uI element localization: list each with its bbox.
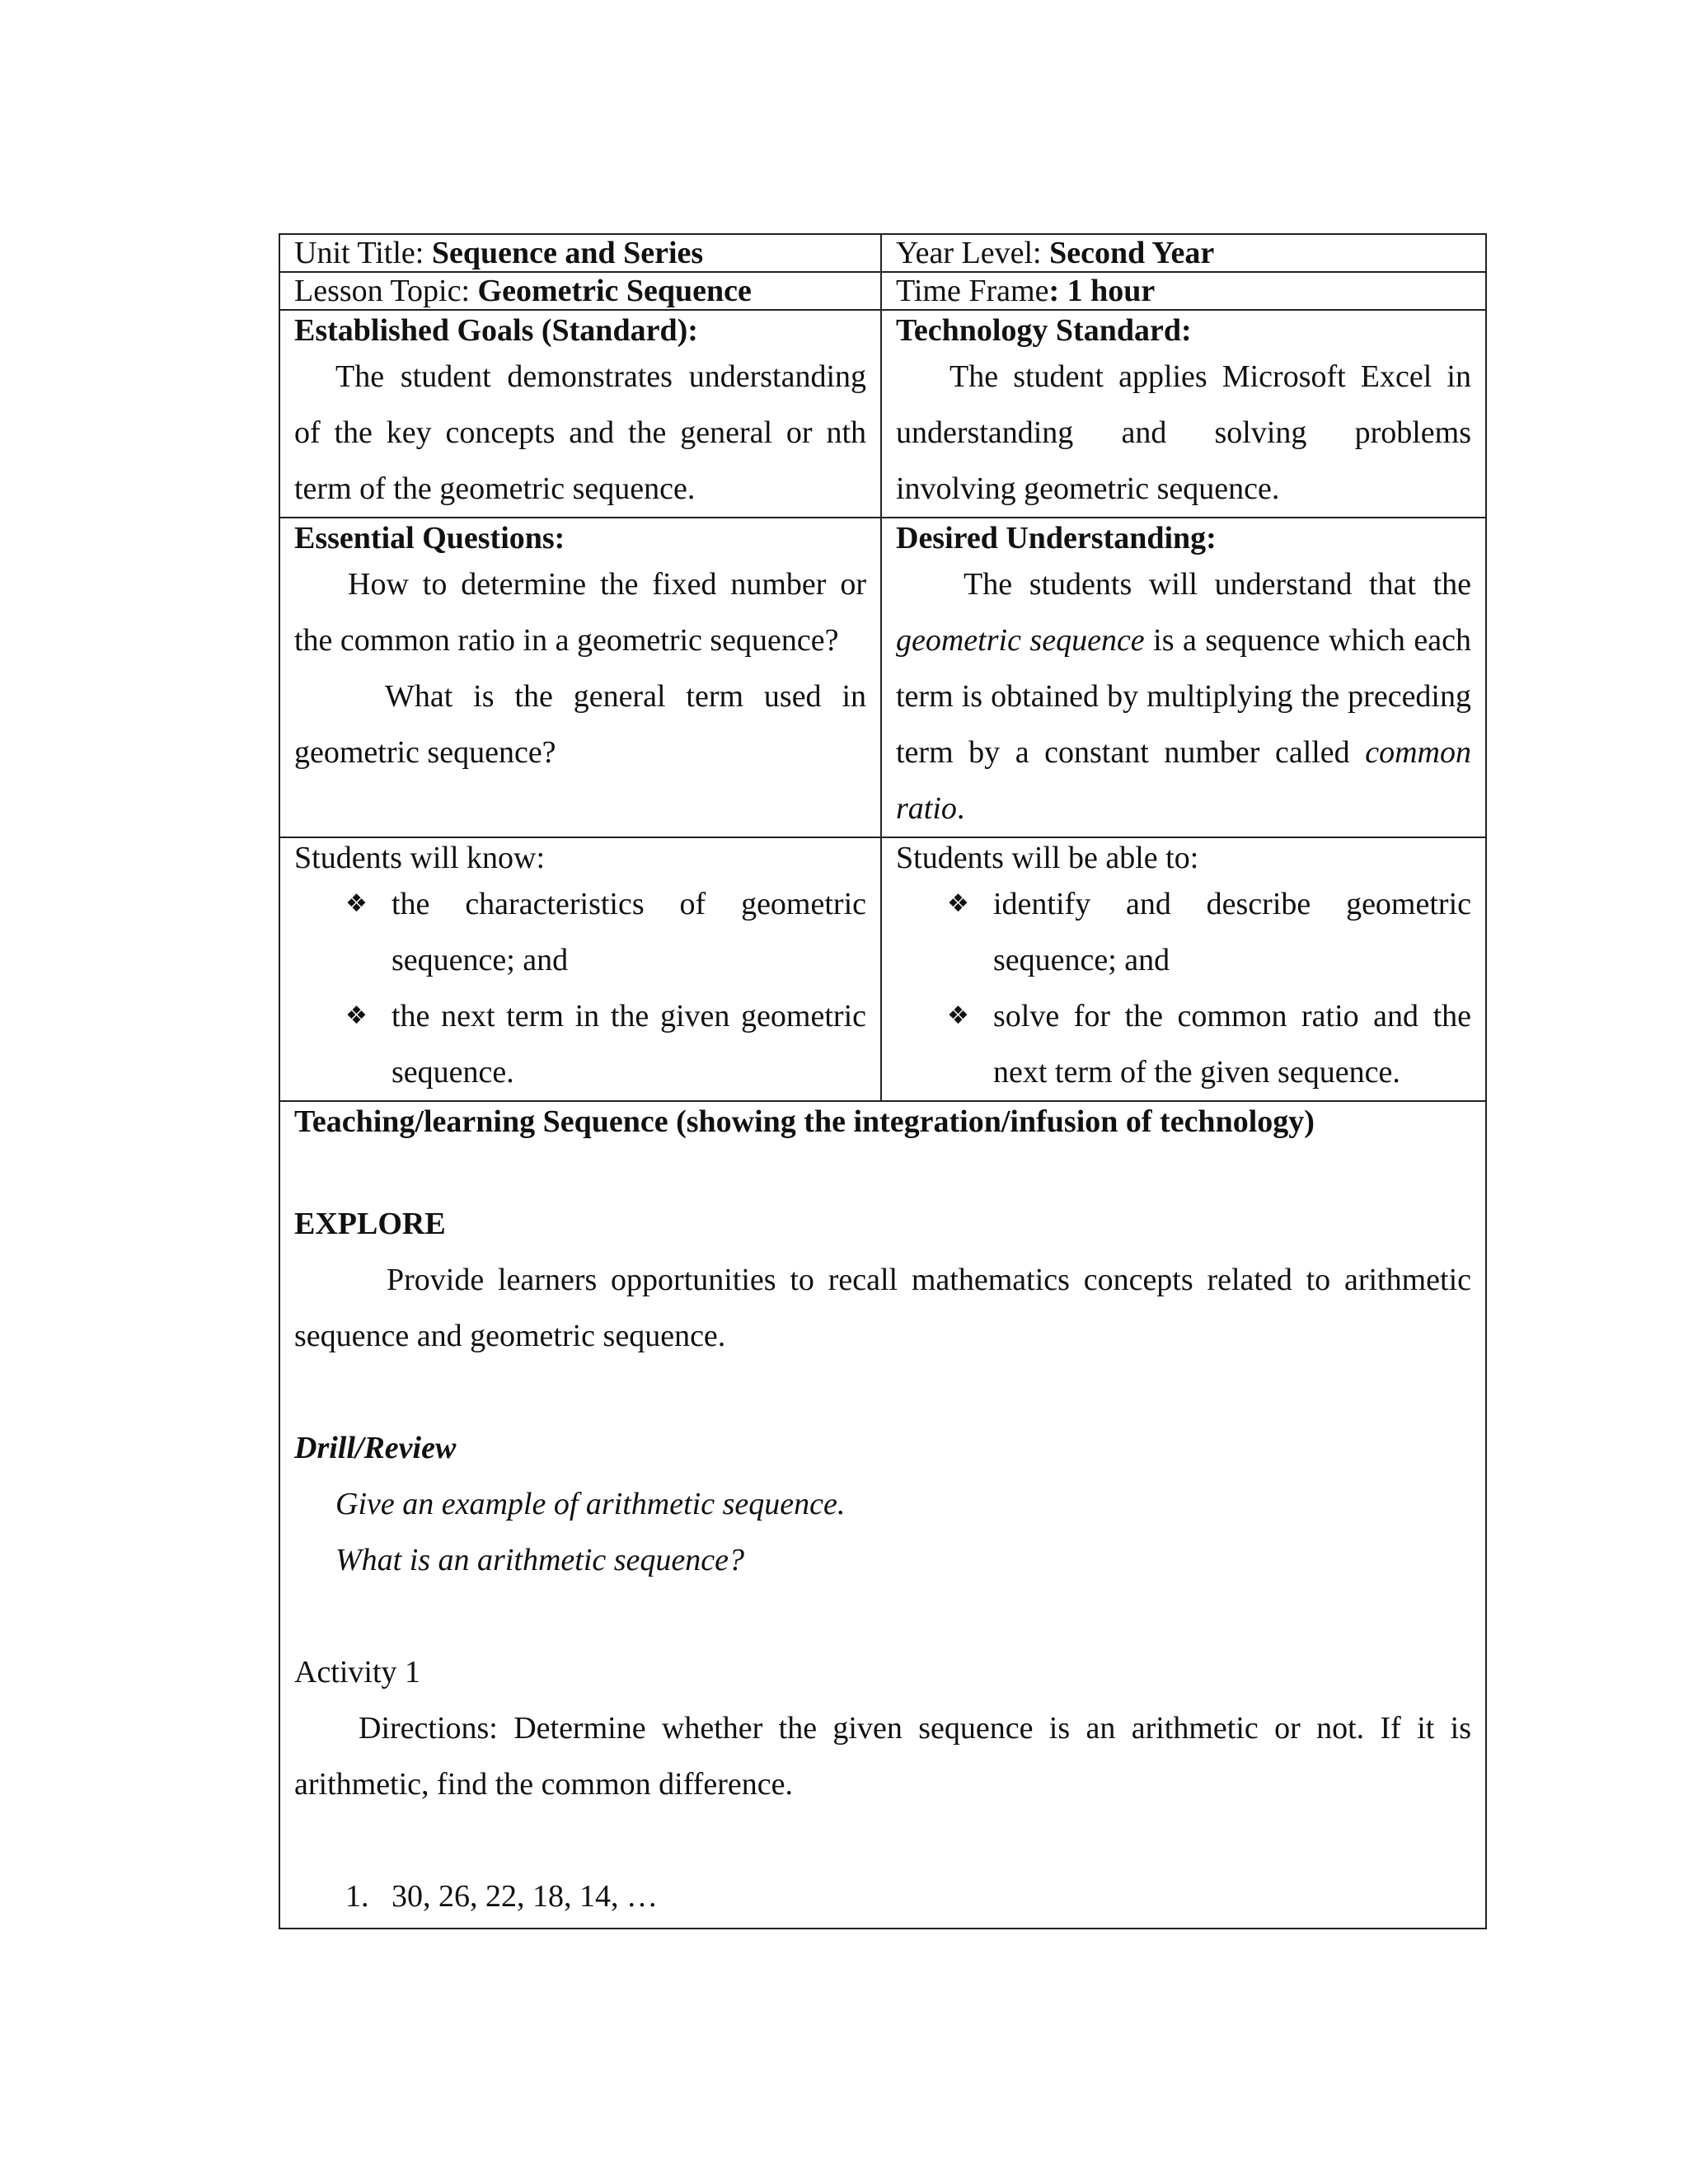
year-level-label: Year Level:	[896, 236, 1050, 270]
technology-heading: Technology Standard:	[896, 312, 1192, 348]
goals-cell	[279, 310, 881, 518]
list-item	[896, 988, 1471, 1100]
know-list	[294, 876, 866, 1100]
desired-text	[896, 556, 1471, 837]
able-item-text: identify and describe geometric sequence; and	[993, 886, 1471, 977]
year-level-cell	[881, 234, 1486, 272]
explore-text: Provide learners opportunities to recall mathematics concepts related to arithmetic sequence and geometric sequence.	[294, 1262, 1471, 1353]
desired-text-a: The students will understand that the	[964, 566, 1471, 602]
goals-text: The student demonstrates understanding of the key concepts and the general or nth term of the geometric sequence.	[294, 359, 866, 506]
item-number: 1.	[345, 1878, 369, 1914]
diamond-bullet-icon: ❖	[947, 888, 969, 918]
know-item-text: the characteristics of geometric sequence; and	[392, 886, 866, 977]
unit-row	[279, 234, 1486, 272]
know-item-text: the next term in the given geometric sequence.	[392, 998, 866, 1090]
item-sequence-text: 30, 26, 22, 18, 14, …	[392, 1878, 658, 1914]
diamond-bullet-icon: ❖	[345, 1001, 368, 1030]
technology-cell	[881, 310, 1486, 518]
unit-title-cell	[279, 234, 881, 272]
able-list	[896, 876, 1471, 1100]
diamond-bullet-icon: ❖	[947, 1001, 969, 1030]
technology-text: The student applies Microsoft Excel in understanding and solving problems involving geometric sequence.	[896, 359, 1471, 506]
essential-heading: Essential Questions:	[294, 520, 565, 555]
unit-title-label: Unit Title:	[294, 236, 432, 270]
desired-term-ratio: common ratio	[896, 734, 1471, 826]
teaching-sequence-cell	[279, 1101, 1486, 1929]
explore-heading: EXPLORE	[294, 1206, 446, 1241]
lesson-topic-cell	[279, 272, 881, 310]
lesson-plan-table	[279, 233, 1487, 1929]
desired-heading: Desired Understanding:	[896, 520, 1217, 555]
time-frame-label: Time Frame	[896, 273, 1049, 308]
goals-row	[279, 310, 1486, 518]
essential-questions-cell	[279, 518, 881, 837]
teaching-row	[279, 1101, 1486, 1929]
essential-question-1: How to determine the fixed number or the common ratio in a geometric sequence?	[294, 566, 866, 658]
time-frame-cell	[881, 272, 1486, 310]
teaching-heading: Teaching/learning Sequence (showing the integration/infusion of technology)	[294, 1104, 1315, 1139]
essential-question-2: What is the general term used in geometric sequence?	[294, 678, 866, 770]
list-item	[294, 988, 866, 1100]
activity-heading: Activity 1	[294, 1654, 421, 1690]
know-heading: Students will know:	[294, 840, 546, 875]
year-level-value: Second Year	[1049, 236, 1215, 270]
diamond-bullet-icon: ❖	[345, 888, 368, 918]
time-frame-value: : 1 hour	[1048, 273, 1156, 308]
students-know-cell	[279, 837, 881, 1101]
list-item	[294, 1868, 1471, 1924]
able-heading: Students will be able to:	[896, 840, 1199, 875]
able-item-text: solve for the common ratio and the next term of the given sequence.	[993, 998, 1471, 1090]
lesson-topic-value: Geometric Sequence	[477, 273, 752, 308]
desired-term-geometric: geometric sequence	[896, 622, 1145, 658]
topic-row	[279, 272, 1486, 310]
goals-heading: Established Goals (Standard):	[294, 312, 698, 348]
drill-question-1: Give an example of arithmetic sequence.	[335, 1486, 846, 1521]
students-able-cell	[881, 837, 1486, 1101]
unit-title-value: Sequence and Series	[431, 236, 704, 270]
drill-question-2: What is an arithmetic sequence?	[335, 1542, 745, 1577]
desired-text-c: .	[956, 790, 965, 826]
list-item	[294, 876, 866, 988]
drill-heading: Drill/Review	[294, 1430, 457, 1465]
outcomes-row	[279, 837, 1486, 1101]
list-item	[896, 876, 1471, 988]
lesson-topic-label: Lesson Topic:	[294, 273, 478, 308]
desired-text-b: is a sequence which each term is obtained by multiplying the preceding term by a constant number called	[896, 622, 1471, 770]
questions-row	[279, 518, 1486, 837]
activity-directions: Directions: Determine whether the given sequence is an arithmetic or not. If it is arithmetic, find the common difference.	[294, 1710, 1471, 1802]
desired-understanding-cell	[881, 518, 1486, 837]
